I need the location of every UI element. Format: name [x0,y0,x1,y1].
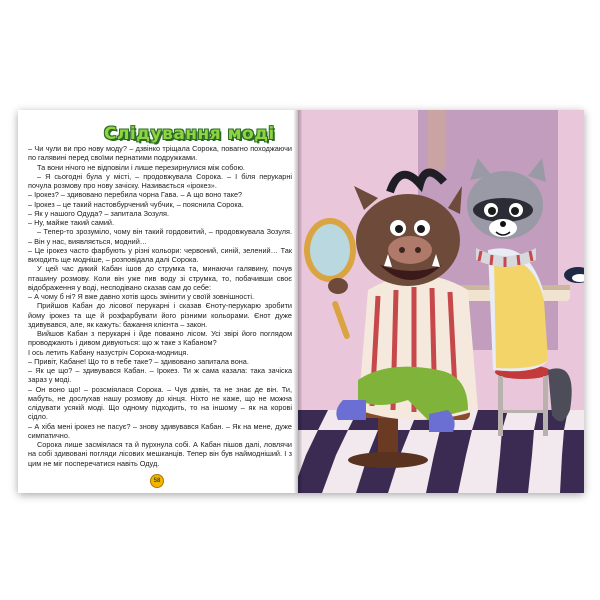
book-spine [294,110,302,493]
paragraph: Та вони нічого не відповіли і лише перезирнулися між собою. [37,162,245,172]
paragraph: – Привіт, Кабане! Що то в тебе таке? – здивовано запитала вона. [28,356,249,366]
paragraph: – А хіба мені ірокез не пасує? – знову здивувався Кабан. – Як на мене, дуже симпатично. [28,421,292,440]
paragraph: – Ірокез? – здивовано перебила чорна Гава. – А що воно таке? [28,190,243,200]
story-text [28,144,292,468]
paragraph: Вийшов Кабан з перукарні і йде поважно лісом. Усі звірі його поглядом проводжають і дивом дивуються: що ж таке з Кабаном? [28,329,292,348]
paragraph: – А чому б ні? Я вже давно хотів щось змінити у своїй зовнішності. [28,292,254,301]
paragraph: – Чи чули ви про нову моду? – дзвінко тріщала Сорока, повагно походжаючи по галявині перед своїми пернатими подружками. [28,144,292,163]
barbershop-illustration [298,110,584,493]
paragraph: – Це ірокез часто фарбують у різні кольори: червоний, синій, зелений… Так виходить ще модніше, – розповідала далі Сорока. [28,245,292,264]
paragraph: Сорока лише засміялася та й пурхнула собі. А Кабан пішов далі, ловлячи на собі здивовані погляди лісових мешканців. Тепер він був наймодніший. І з цим не міг посперечатися навіть Одуд. [28,440,292,468]
page-number: 58 [150,474,164,488]
illustration-page [298,110,584,493]
paragraph: – Як у нашого Одуда? – запитала Зозуля. [28,208,169,218]
paragraph: – Як це що? – здивувався Кабан. – Ірокез. Ти ж сама казала: така зачіска зараз у моді. [28,366,292,385]
paragraph: – Я сьогодні була у місті, – продовжувала Сорока. – І біля перукарні почула розмову про нову зачіску. Називається «ірокез». [28,171,292,190]
paragraph: Прийшов Кабан до лісової перукарні і сказав Єноту-перукарю зробити йому ірокез та ще й розфарбувати його різними кольорами. Єнот дуже здивувався, але, як кажуть: бажання клієнта – закон. [28,301,292,329]
paragraph: – Ну, майже такий самий. [28,218,115,227]
paragraph: – Тепер-то зрозуміло, чому він такий гордовитий, – продовжувала Зозуля. – Він у нас, виявляється, модний… [28,227,292,246]
paragraph: – Ірокез – це такий настовбурчений чубчик, – пояснила Сорока. [28,199,244,209]
book-spread [18,110,584,493]
story-title: Слідування моді [104,124,275,144]
paragraph: І ось летить Кабану назустріч Сорока-модниця. [28,347,189,357]
paragraph: У цей час дикий Кабан ішов до струмка та, минаючи галявину, почув пташину розмову. Коли він уже пив воду зі струмка, то, побачивши своє відображення у воді, несподівано сказав сам до себе: [28,264,292,292]
text-page [18,110,298,493]
paragraph: – Он воно що! – розсміялася Сорока. – Чув дзвін, та не знає де він. Ти, мабуть, не дослухав нашу розмову до кінця. Ніхто не каже, що не можна слідувати усякій моді. Що одному підходить, то на іншому – як на корові сідло. [28,384,292,422]
